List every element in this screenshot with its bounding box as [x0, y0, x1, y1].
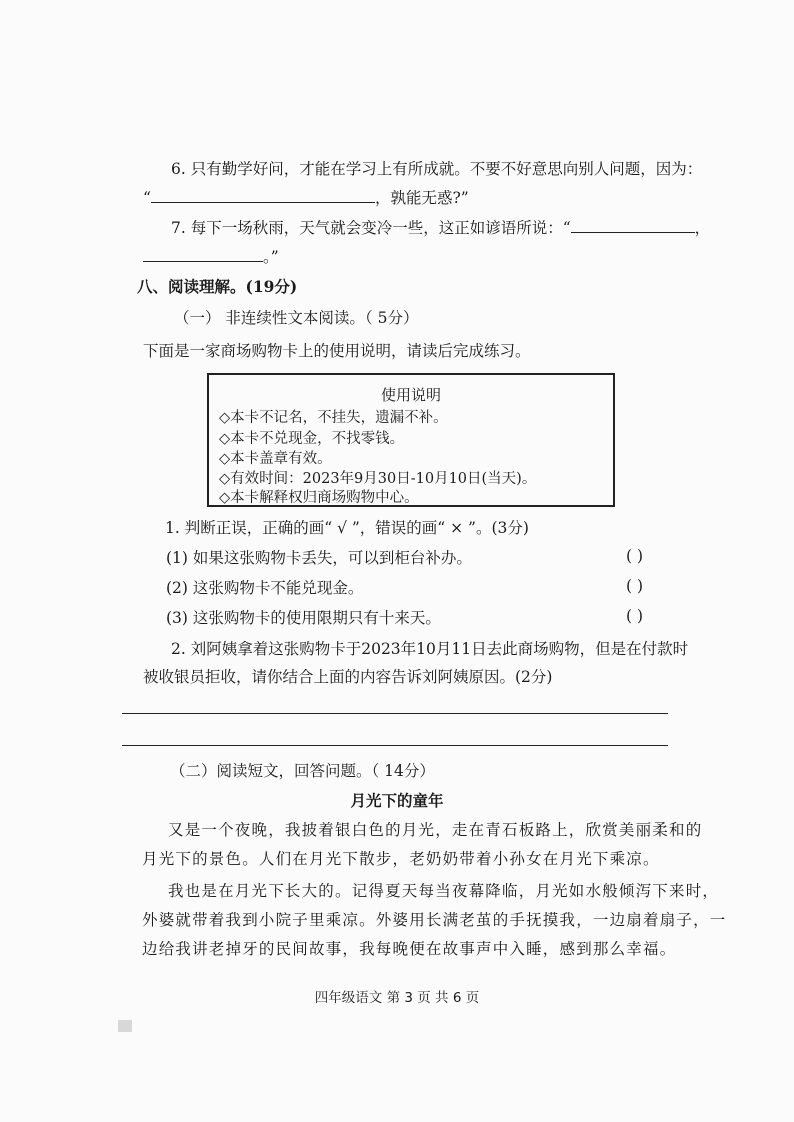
instruction-item: ◇本卡不记名，不挂失，遗漏不补。 — [219, 410, 448, 426]
q1-item-1: (1) 如果这张购物卡丢失，可以到柜台补办。 — [166, 549, 472, 567]
q7-line1 — [171, 217, 710, 239]
q7-line2 — [143, 246, 279, 268]
passage-para2-line1: 我也是在月光下长大的。记得夏天每当夜幕降临，月光如水般倾泻下来时， — [168, 882, 720, 900]
q2-answer-line-2[interactable] — [122, 745, 668, 746]
passage-title: 月光下的童年 — [350, 791, 444, 810]
usage-instructions-title: 使用说明 — [380, 386, 441, 404]
q1-answer-paren-3[interactable]: ( ) — [626, 607, 644, 625]
q2-answer-line-1[interactable] — [122, 713, 668, 714]
q6-open-quote: “ — [143, 189, 151, 207]
q7-text: 7. 每下一场秋雨，天气就会变冷一些，这正如谚语所说：“ — [171, 219, 571, 237]
part1-heading: （一） 非连续性文本阅读。（ 5分） — [174, 309, 419, 327]
part2-heading: （二）阅读短文，回答问题。（ 14分） — [170, 762, 435, 780]
q6-line1: 6. 只有勤学好问，才能在学习上有所成就。不要不好意思向别人问题，因为： — [171, 160, 703, 178]
q6-answer-blank[interactable] — [151, 187, 375, 203]
part1-intro: 下面是一家商场购物卡上的使用说明，请读后完成练习。 — [143, 342, 531, 360]
instruction-item: ◇有效时间：2023年9月30日-10月10日(当天)。 — [219, 471, 537, 487]
q7-answer-blank-1[interactable] — [571, 217, 695, 233]
passage-para2-line3: 边给我讲老掉牙的民间故事，我每晚便在故事声中入睡，感到那么幸福。 — [142, 940, 677, 958]
usage-instructions-box — [207, 373, 615, 507]
q1-item-2: (2) 这张购物卡不能兑现金。 — [166, 579, 364, 597]
q1-stem: 1. 判断正误，正确的画“ √ ”，错误的画“ × ”。(3分) — [165, 519, 529, 537]
q2-line2: 被收银员拒收，请你结合上面的内容告诉刘阿姨原因。(2分) — [143, 668, 553, 686]
q6-line2 — [143, 187, 469, 209]
q7-comma: ， — [694, 219, 711, 237]
q6-tail: ，孰能无惑?” — [374, 189, 469, 207]
q1-answer-paren-2[interactable]: ( ) — [626, 577, 644, 595]
q7-close: 。” — [263, 248, 279, 266]
instruction-item: ◇本卡盖章有效。 — [219, 451, 332, 467]
instruction-item: ◇本卡不兑现金，不找零钱。 — [219, 431, 405, 447]
q1-answer-paren-1[interactable]: ( ) — [626, 547, 644, 565]
q7-answer-blank-2[interactable] — [143, 246, 263, 262]
scan-edge-shadow — [118, 1020, 132, 1032]
passage-para1-line1: 又是一个夜晚，我披着银白色的月光，走在青石板路上，欣赏美丽柔和的 — [168, 821, 703, 839]
passage-para2-line2: 外婆就带着我到小院子里乘凉。外婆用长满老茧的手抚摸我，一边扇着扇子，一 — [142, 911, 727, 929]
passage-para1-line2: 月光下的景色。人们在月光下散步，老奶奶带着小孙女在月光下乘凉。 — [142, 850, 660, 868]
q2-line1: 2. 刘阿姨拿着这张购物卡于2023年10月11日去此商场购物，但是在付款时 — [171, 640, 689, 658]
q1-item-3: (3) 这张购物卡的使用限期只有十来天。 — [166, 609, 441, 627]
section8-heading: 八、阅读理解。(19分) — [137, 277, 298, 296]
instruction-item: ◇本卡解释权归商场购物中心。 — [219, 490, 419, 506]
page-footer: 四年级语文 第 3 页 共 6 页 — [314, 990, 480, 1006]
